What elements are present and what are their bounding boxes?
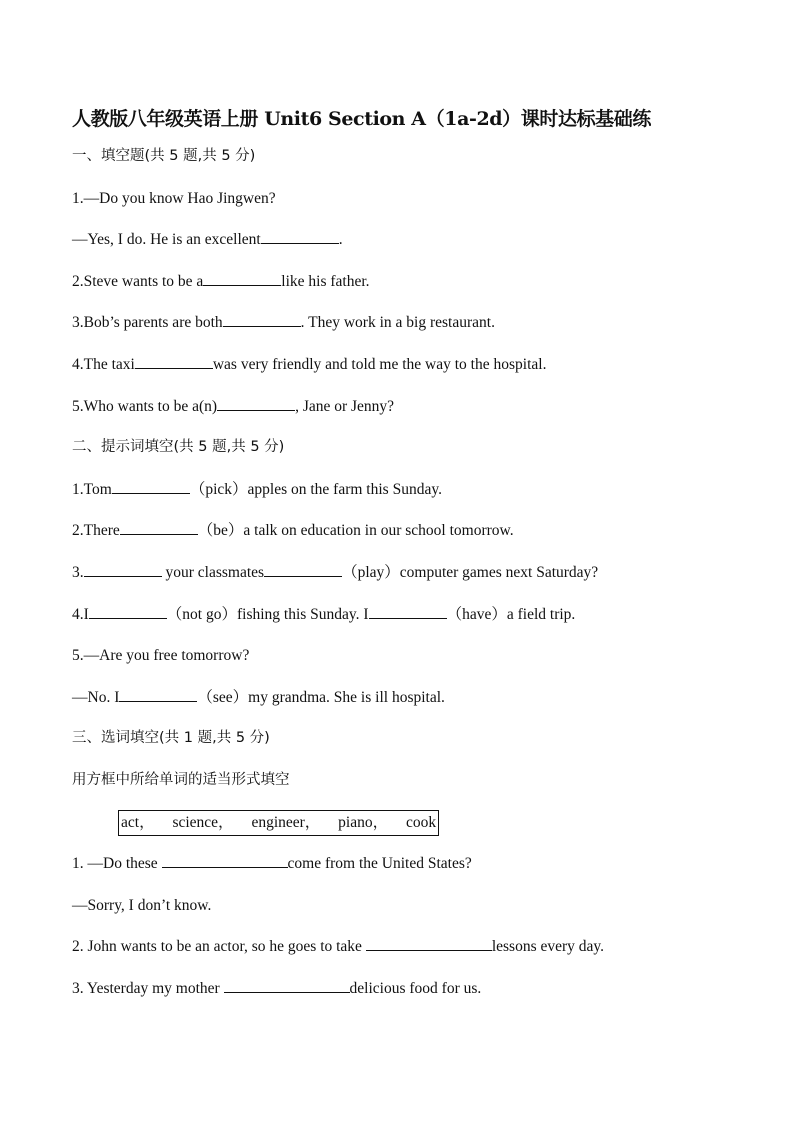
- s1-question-1b: [72, 219, 732, 261]
- text: 3.Bob’s parents are both: [72, 314, 223, 332]
- text: .: [338, 231, 343, 249]
- worksheet-page: [72, 100, 732, 1009]
- text: 5.Who wants to be a(n): [72, 397, 218, 415]
- section3-instruction: 用方框中所给单词的适当形式填空: [72, 771, 290, 788]
- text: your classmates: [161, 563, 265, 581]
- text: 3.: [72, 563, 84, 581]
- s1-question-5: [72, 386, 732, 428]
- answer-blank[interactable]: [119, 687, 197, 702]
- text: was very friendly and told me the way to the hospital.: [212, 355, 547, 373]
- answer-blank[interactable]: [84, 562, 162, 577]
- text: 1.Tom: [72, 480, 112, 498]
- s1-question-1a: 1.—Do you know Hao Jingwen?: [72, 189, 276, 207]
- answer-blank[interactable]: [112, 479, 190, 494]
- text: （have）a field trip.: [446, 605, 576, 623]
- word-option: act，: [121, 813, 155, 831]
- text: . They work in a big restaurant.: [300, 314, 495, 332]
- word-option: piano，: [338, 813, 389, 831]
- text: like his father.: [281, 272, 370, 290]
- text: 2. John wants to be an actor, so he goes to take: [72, 938, 366, 956]
- text: , Jane or Jenny?: [295, 397, 395, 415]
- word-option: science，: [172, 813, 234, 831]
- text: 3. Yesterday my mother: [72, 979, 224, 997]
- s1-question-4: [72, 344, 732, 386]
- text: 1. —Do these: [72, 855, 162, 873]
- section3-heading: 三、选词填空(共 1 题,共 5 分): [72, 730, 270, 747]
- text: 2.There: [72, 522, 120, 540]
- word-box: [118, 810, 439, 836]
- answer-blank[interactable]: [135, 354, 213, 369]
- answer-blank[interactable]: [369, 604, 447, 619]
- section2-heading: 二、提示词填空(共 5 题,共 5 分): [72, 439, 285, 456]
- worksheet-title: 人教版八年级英语上册 Unit6 Section A（1a-2d）课时达标基础练: [72, 108, 651, 130]
- answer-blank[interactable]: [120, 520, 198, 535]
- s1-question-3: [72, 302, 732, 344]
- text: （see）my grandma. She is ill hospital.: [197, 688, 445, 706]
- text: —Yes, I do. He is an excellent: [72, 231, 261, 249]
- answer-blank[interactable]: [203, 271, 281, 286]
- word-option: engineer，: [251, 813, 321, 831]
- answer-blank[interactable]: [224, 978, 350, 993]
- answer-blank[interactable]: [217, 396, 295, 411]
- answer-blank[interactable]: [162, 853, 288, 868]
- s3-question-1: [72, 843, 732, 885]
- answer-blank[interactable]: [264, 562, 342, 577]
- s2-question-2: [72, 510, 732, 552]
- text: delicious food for us.: [349, 979, 482, 997]
- text: （pick）apples on the farm this Sunday.: [189, 480, 442, 498]
- answer-blank[interactable]: [89, 604, 167, 619]
- text: —No. I: [72, 688, 120, 706]
- text: （play）computer games next Saturday?: [342, 563, 599, 581]
- answer-blank[interactable]: [261, 229, 339, 244]
- answer-blank[interactable]: [223, 312, 301, 327]
- word-option: cook: [405, 813, 437, 831]
- text: 4.The taxi: [72, 355, 135, 373]
- text: （not go）fishing this Sunday. I: [166, 605, 369, 623]
- section1-heading: 一、填空题(共 5 题,共 5 分): [72, 148, 256, 164]
- text: 2.Steve wants to be a: [72, 272, 204, 290]
- s3-question-1b: —Sorry, I don’t know.: [72, 896, 212, 914]
- text: （be）a talk on education in our school tomorrow.: [197, 522, 514, 540]
- s3-question-2: [72, 926, 732, 968]
- s2-question-5a: 5.—Are you free tomorrow?: [72, 647, 250, 665]
- s2-question-1: [72, 469, 732, 511]
- text: come from the United States?: [287, 855, 472, 873]
- s1-question-2: [72, 261, 732, 303]
- s2-question-4: [72, 594, 732, 636]
- text: lessons every day.: [491, 938, 605, 956]
- word-box-row: [72, 802, 732, 844]
- text: 4.I: [72, 605, 89, 623]
- s2-question-3: [72, 552, 732, 594]
- s2-question-5b: [72, 677, 732, 719]
- s3-question-3: [72, 968, 732, 1010]
- answer-blank[interactable]: [366, 936, 492, 951]
